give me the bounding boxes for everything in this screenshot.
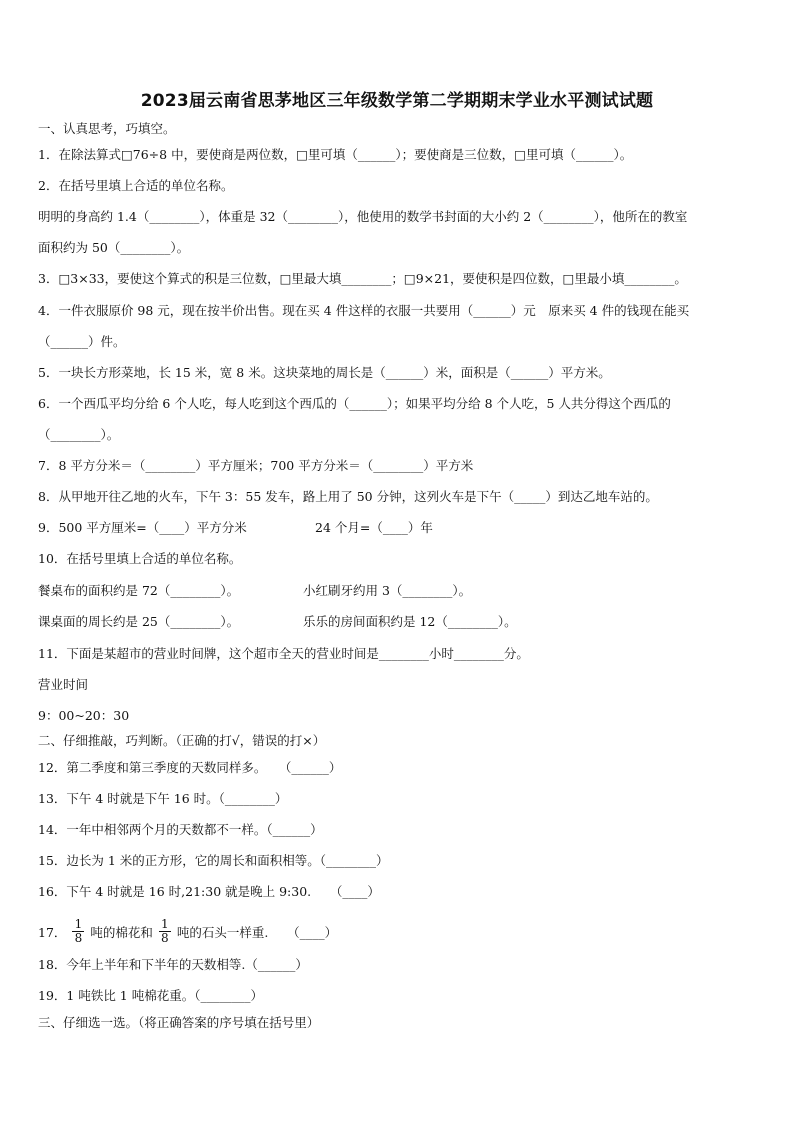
question-10: 10．在括号里填上合适的单位名称。 [38, 551, 242, 566]
question-12: 12．第二季度和第三季度的天数同样多。 （______） [38, 760, 342, 775]
question-5: 5．一块长方形菜地，长 15 米，宽 8 米。这块菜地的周长是（______）米，面积是（______）平方米。 [38, 365, 611, 380]
question-4-line-a: 4．一件衣服原价 98 元，现在按半价出售。现在买 4 件这样的衣服一共要用（______）元 原来买 4 件的钱现在能买 [38, 303, 690, 318]
business-hours-value: 9：00~20：30 [38, 708, 130, 723]
question-13: 13．下午 4 时就是下午 16 时。（________） [38, 791, 288, 806]
question-10-item-c: 课桌面的周长约是 25（________）。 [38, 614, 240, 629]
question-14: 14．一年中相邻两个月的天数都不一样。（______） [38, 822, 323, 837]
question-17-number: 17． [38, 925, 67, 940]
question-10-item-d: 乐乐的房间面积约是 12（________）。 [303, 614, 517, 629]
question-15: 15．边长为 1 米的正方形，它的周长和面积相等。（________） [38, 853, 389, 868]
business-hours-label: 营业时间 [38, 677, 89, 692]
question-11: 11．下面是某超市的营业时间牌，这个超市全天的营业时间是________小时________分。 [38, 646, 529, 661]
question-16: 16．下午 4 时就是 16 时,21:30 就是晚上 9:30. （____） [38, 884, 380, 899]
question-18: 18．今年上半年和下半年的天数相等.（______） [38, 957, 308, 972]
fraction-numerator: 1 [159, 918, 171, 932]
question-2-line-b: 面积约为 50（________）。 [38, 240, 190, 255]
question-19: 19．1 吨铁比 1 吨棉花重。（________） [38, 988, 263, 1003]
question-7: 7．8 平方分米＝（________）平方厘米；700 平方分米＝（________）平方米 [38, 458, 474, 473]
fraction-denominator: 8 [161, 931, 169, 945]
question-9-part-b: 24 个月=（____）年 [315, 520, 433, 535]
question-17 [38, 917, 778, 947]
fraction-denominator: 8 [74, 931, 83, 945]
question-10-item-a: 餐桌布的面积约是 72（________）。 [38, 583, 240, 598]
fraction-numerator: 1 [72, 918, 84, 932]
fraction-one-eighth-b [159, 918, 171, 945]
section-2-heading: 二、仔细推敲，巧判断。（正确的打√，错误的打×） [38, 733, 326, 748]
question-9-part-a: 9．500 平方厘米=（____）平方分米 [38, 520, 247, 535]
question-2: 2．在括号里填上合适的单位名称。 [38, 178, 234, 193]
question-17-tail-text: 吨的石头一样重. （____） [176, 925, 338, 940]
question-6-line-b: （________）。 [38, 427, 120, 442]
page-title: 2023届云南省思茅地区三年级数学第二学期期末学业水平测试试题 [140, 91, 654, 111]
question-4-line-b: （______）件。 [38, 334, 126, 349]
question-2-line-a: 明明的身高约 1.4（________），体重是 32（________），他使用的数学书封面的大小约 2（________），他所在的教室 [38, 209, 688, 224]
question-17-middle-text: 吨的棉花和 [90, 925, 153, 940]
section-3-heading: 三、仔细选一选。（将正确答案的序号填在括号里） [38, 1015, 320, 1030]
question-3: 3．□3×33，要使这个算式的积是三位数，□里最大填________；□9×21，要使积是四位数，□里最小填________。 [38, 271, 687, 286]
question-10-item-b: 小红刷牙约用 3（________）。 [303, 583, 472, 598]
question-1: 1．在除法算式□76÷8 中，要使商是两位数，□里可填（______）；要使商是三位数，□里可填（______）。 [38, 147, 633, 162]
question-8: 8．从甲地开往乙地的火车，下午 3：55 发车，路上用了 50 分钟，这列火车是下午（_____）到达乙地车站的。 [38, 489, 658, 504]
section-1-heading: 一、认真思考，巧填空。 [38, 121, 176, 136]
fraction-one-eighth-a [72, 918, 84, 945]
question-6-line-a: 6．一个西瓜平均分给 6 个人吃，每人吃到这个西瓜的（______）；如果平均分给 8 个人吃，5 人共分得这个西瓜的 [38, 396, 671, 411]
